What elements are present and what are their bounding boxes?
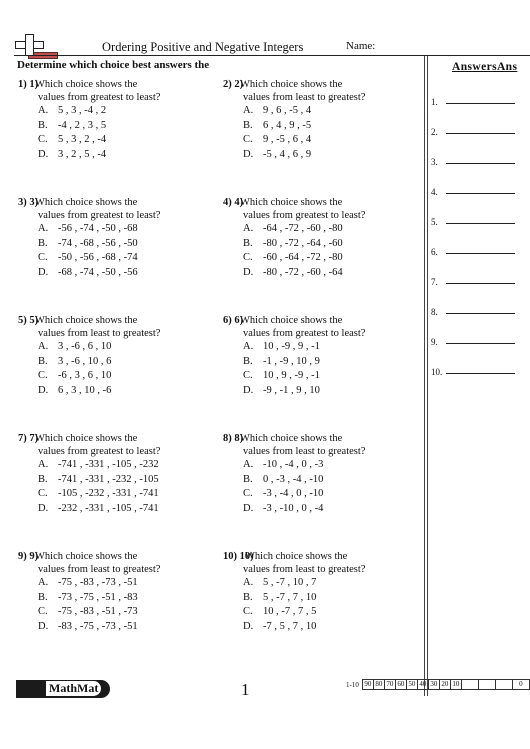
score-cell: 10 — [450, 679, 462, 690]
option-letter: C. — [243, 134, 253, 145]
answer-option[interactable] — [223, 591, 418, 606]
option-letter: C. — [38, 134, 48, 145]
option-values: -74 , -68 , -56 , -50 — [58, 237, 138, 249]
answer-number: 6. — [431, 247, 438, 257]
answer-option[interactable] — [18, 487, 213, 502]
option-values: -83 , -75 , -73 , -51 — [58, 620, 138, 632]
answer-option[interactable] — [223, 458, 418, 473]
answer-blank[interactable] — [446, 223, 515, 224]
option-values: -75 , -83 , -73 , -51 — [58, 577, 138, 588]
option-values: -75 , -83 , -51 , -73 — [58, 606, 138, 617]
question-number: 7) 7) — [18, 433, 39, 444]
answer-number: 8. — [431, 307, 438, 317]
option-letter: C. — [243, 370, 253, 381]
answer-number: 4. — [431, 187, 438, 197]
answer-blank[interactable] — [446, 373, 515, 374]
question-head — [223, 314, 418, 327]
option-values: -80 , -72 , -64 , -60 — [263, 237, 343, 249]
answer-option[interactable] — [18, 133, 213, 148]
answer-row — [431, 363, 523, 377]
answer-option[interactable] — [18, 266, 213, 281]
answer-row — [431, 123, 523, 137]
option-values: 6 , 4 , 9 , -5 — [263, 119, 312, 131]
option-letter: A. — [38, 577, 49, 588]
option-letter: C. — [38, 488, 48, 499]
option-letter: C. — [243, 488, 253, 499]
score-table — [346, 679, 530, 690]
worksheet-title: Ordering Positive and Negative Integers — [102, 40, 304, 54]
answers-header: AnswersAns — [452, 61, 518, 73]
score-cell: 40 — [417, 679, 429, 690]
option-values: -68 , -74 , -50 , -56 — [58, 266, 138, 278]
option-values: 5 , 3 , -4 , 2 — [58, 105, 107, 116]
option-values: 10 , 9 , -9 , -1 — [263, 370, 320, 381]
answer-row — [431, 273, 523, 287]
option-values: 5 , 3 , 2 , -4 — [58, 134, 107, 145]
option-letter: C. — [243, 606, 253, 617]
instructions: Determine which choice best answers the — [17, 59, 210, 71]
option-values: 3 , 2 , 5 , -4 — [58, 148, 107, 160]
option-letter: B. — [243, 355, 253, 367]
score-cell: 50 — [406, 679, 418, 690]
answer-option[interactable] — [18, 119, 213, 134]
option-values: 10 , -7 , 7 , 5 — [263, 606, 317, 617]
question-text-line2: values from least to greatest? — [243, 564, 366, 575]
option-letter: D. — [243, 502, 254, 514]
answer-option[interactable] — [223, 502, 418, 517]
score-cell: 30 — [428, 679, 440, 690]
answer-option[interactable] — [223, 237, 418, 252]
question-text-line2: values from greatest to least? — [243, 210, 366, 221]
option-values: 3 , -6 , 6 , 10 — [58, 341, 112, 352]
answer-option[interactable] — [18, 148, 213, 163]
question-text-line2: values from greatest to least? — [38, 210, 161, 221]
option-values: -64 , -72 , -60 , -80 — [263, 223, 343, 234]
question-head — [18, 78, 213, 91]
answer-option[interactable] — [18, 458, 213, 473]
score-cell — [495, 679, 513, 690]
option-letter: B. — [243, 473, 253, 485]
answer-blank[interactable] — [446, 313, 515, 314]
score-range: 1-10 — [346, 680, 359, 689]
answer-option[interactable] — [18, 355, 213, 370]
option-letter: D. — [38, 148, 49, 160]
option-letter: B. — [38, 237, 48, 249]
option-values: 9 , 6 , -5 , 4 — [263, 105, 312, 116]
question-number: 6) 6) — [223, 315, 244, 326]
answer-number: 5. — [431, 217, 438, 227]
option-letter: D. — [243, 148, 254, 160]
answer-option[interactable] — [18, 340, 213, 355]
answer-option[interactable] — [18, 473, 213, 488]
option-values: 9 , -5 , 6 , 4 — [263, 134, 312, 145]
answer-option[interactable] — [18, 369, 213, 384]
option-letter: C. — [38, 606, 48, 617]
option-values: -3 , -4 , 0 , -10 — [263, 488, 324, 499]
option-letter: A. — [243, 577, 254, 588]
answer-blank[interactable] — [446, 253, 515, 254]
header-divider — [14, 55, 530, 56]
question-number: 5) 5) — [18, 315, 39, 326]
option-letter: B. — [243, 119, 253, 131]
answer-option[interactable] — [18, 237, 213, 252]
option-values: -6 , 3 , 6 , 10 — [58, 370, 112, 381]
option-letter: B. — [38, 591, 48, 603]
option-letter: D. — [243, 384, 254, 396]
answer-option[interactable] — [223, 473, 418, 488]
option-letter: B. — [38, 119, 48, 131]
question-head — [18, 314, 213, 327]
question-head — [18, 196, 213, 209]
option-values: 5 , -7 , 7 , 10 — [263, 591, 317, 603]
option-letter: D. — [38, 266, 49, 278]
answer-option[interactable] — [223, 384, 418, 399]
question-number: 2) 2) — [223, 79, 244, 90]
answer-option[interactable] — [18, 620, 213, 635]
answer-number: 10. — [431, 367, 443, 377]
answer-option[interactable] — [18, 222, 213, 237]
option-values: -7 , 5 , 7 , 10 — [263, 620, 317, 632]
answer-option[interactable] — [223, 620, 418, 635]
option-values: -60 , -64 , -72 , -80 — [263, 252, 343, 263]
answer-option[interactable] — [223, 266, 418, 281]
option-letter: D. — [243, 620, 254, 632]
option-values: -56 , -74 , -50 , -68 — [58, 223, 138, 234]
answer-row — [431, 93, 523, 107]
option-values: 10 , -9 , 9 , -1 — [263, 341, 320, 352]
answer-blank[interactable] — [446, 193, 515, 194]
question-6 — [223, 314, 418, 398]
answer-option[interactable] — [223, 251, 418, 266]
answer-number: 7. — [431, 277, 438, 287]
answer-number: 3. — [431, 157, 438, 167]
question-4 — [223, 196, 418, 280]
answer-row — [431, 213, 523, 227]
question-text-line1: Which choice shows the — [35, 315, 138, 326]
option-letter: A. — [38, 341, 49, 352]
option-letter: D. — [38, 620, 49, 632]
option-values: -105 , -232 , -331 , -741 — [58, 488, 159, 499]
question-text-line1: Which choice shows the — [35, 197, 138, 208]
answer-option[interactable] — [223, 119, 418, 134]
answer-option[interactable] — [18, 605, 213, 620]
answer-option[interactable] — [18, 591, 213, 606]
answer-option[interactable] — [18, 104, 213, 119]
question-text-line1: Which choice shows the — [35, 433, 138, 444]
question-head — [223, 78, 418, 91]
option-letter: B. — [243, 591, 253, 603]
question-head — [18, 432, 213, 445]
answer-option[interactable] — [223, 148, 418, 163]
option-values: -232 , -331 , -105 , -741 — [58, 502, 159, 514]
option-letter: C. — [38, 252, 48, 263]
option-letter: D. — [38, 502, 49, 514]
option-values: -80 , -72 , -60 , -64 — [263, 266, 343, 278]
question-text-line2: values from greatest to least? — [38, 446, 161, 457]
question-head — [223, 550, 418, 563]
brand-logo — [16, 680, 110, 698]
answer-option[interactable] — [223, 605, 418, 620]
answer-option[interactable] — [223, 369, 418, 384]
score-cell: 70 — [384, 679, 396, 690]
option-letter: A. — [38, 105, 49, 116]
question-text-line1: Which choice shows the — [240, 315, 343, 326]
question-number: 3) 3) — [18, 197, 39, 208]
question-3 — [18, 196, 213, 280]
question-7 — [18, 432, 213, 516]
answer-blank[interactable] — [446, 283, 515, 284]
question-number: 8) 8) — [223, 433, 244, 444]
question-text-line2: values from least to greatest? — [243, 446, 366, 457]
option-values: -50 , -56 , -68 , -74 — [58, 252, 138, 263]
question-head — [223, 432, 418, 445]
answer-option[interactable] — [223, 222, 418, 237]
answer-option[interactable] — [223, 340, 418, 355]
answer-column-divider — [424, 56, 425, 696]
answer-row — [431, 153, 523, 167]
answer-blank[interactable] — [446, 133, 515, 134]
option-letter: C. — [243, 252, 253, 263]
answer-blank[interactable] — [446, 163, 515, 164]
answer-number: 9. — [431, 337, 438, 347]
option-letter: A. — [243, 105, 254, 116]
option-values: 5 , -7 , 10 , 7 — [263, 577, 317, 588]
option-values: -9 , -1 , 9 , 10 — [263, 384, 320, 396]
score-cell: 0 — [512, 679, 530, 690]
answer-option[interactable] — [223, 104, 418, 119]
option-letter: A. — [38, 223, 49, 234]
brand-name: MathMat — [46, 681, 101, 696]
answer-column-divider-inner — [427, 56, 428, 696]
answer-option[interactable] — [223, 355, 418, 370]
answer-option[interactable] — [223, 487, 418, 502]
name-label: Name: — [346, 40, 376, 52]
question-text-line1: Which choice shows the — [35, 79, 138, 90]
question-text-line2: values from least to greatest? — [38, 564, 161, 575]
question-text-line2: values from greatest to least? — [38, 92, 161, 103]
answer-blank[interactable] — [446, 103, 515, 104]
question-text-line1: Which choice shows the — [240, 433, 343, 444]
page-number: 1 — [241, 680, 250, 699]
option-values: -3 , -10 , 0 , -4 — [263, 502, 324, 514]
question-number: 1) 1) — [18, 79, 39, 90]
answer-option[interactable] — [18, 502, 213, 517]
answer-option[interactable] — [18, 384, 213, 399]
option-values: 0 , -3 , -4 , -10 — [263, 473, 324, 485]
answer-blank[interactable] — [446, 343, 515, 344]
answer-number: 2. — [431, 127, 438, 137]
question-number: 9) 9) — [18, 551, 39, 562]
question-1 — [18, 78, 213, 162]
answer-row — [431, 303, 523, 317]
option-values: 3 , -6 , 10 , 6 — [58, 355, 112, 367]
answer-row — [431, 183, 523, 197]
option-letter: D. — [38, 384, 49, 396]
answer-option[interactable] — [223, 576, 418, 591]
answer-option[interactable] — [223, 133, 418, 148]
answer-option[interactable] — [18, 576, 213, 591]
question-text-line2: values from greatest to least? — [243, 328, 366, 339]
score-cell — [478, 679, 496, 690]
option-letter: A. — [243, 459, 254, 470]
score-cell: 80 — [373, 679, 385, 690]
option-values: 6 , 3 , 10 , -6 — [58, 384, 112, 396]
question-text-line2: values from least to greatest? — [38, 328, 161, 339]
option-letter: D. — [243, 266, 254, 278]
question-number: 10) 10) — [223, 551, 254, 562]
question-10 — [223, 550, 418, 634]
option-values: -73 , -75 , -51 , -83 — [58, 591, 138, 603]
question-text-line2: values from least to greatest? — [243, 92, 366, 103]
option-letter: B. — [243, 237, 253, 249]
question-text-line1: Which choice shows the — [35, 551, 138, 562]
option-letter: A. — [243, 341, 254, 352]
option-values: -1 , -9 , 10 , 9 — [263, 355, 320, 367]
option-values: -5 , 4 , 6 , 9 — [263, 148, 312, 160]
score-cell: 20 — [439, 679, 451, 690]
question-text-line1: Which choice shows the — [240, 197, 343, 208]
option-values: -741 , -331 , -232 , -105 — [58, 473, 159, 485]
answer-row — [431, 243, 523, 257]
answer-option[interactable] — [18, 251, 213, 266]
option-values: -10 , -4 , 0 , -3 — [263, 459, 324, 470]
score-cell: 60 — [395, 679, 407, 690]
question-text-line1: Which choice shows the — [240, 79, 343, 90]
question-2 — [223, 78, 418, 162]
option-letter: A. — [38, 459, 49, 470]
option-letter: C. — [38, 370, 48, 381]
score-cell: 90 — [362, 679, 374, 690]
question-5 — [18, 314, 213, 398]
option-values: -741 , -331 , -105 , -232 — [58, 459, 159, 470]
question-text-line1: Which choice shows the — [245, 551, 348, 562]
option-letter: B. — [38, 473, 48, 485]
option-letter: B. — [38, 355, 48, 367]
question-9 — [18, 550, 213, 634]
question-number: 4) 4) — [223, 197, 244, 208]
score-cell — [461, 679, 479, 690]
question-8 — [223, 432, 418, 516]
answer-number: 1. — [431, 97, 438, 107]
answer-row — [431, 333, 523, 347]
question-head — [223, 196, 418, 209]
option-letter: A. — [243, 223, 254, 234]
option-values: -4 , 2 , 3 , 5 — [58, 119, 107, 131]
question-head — [18, 550, 213, 563]
